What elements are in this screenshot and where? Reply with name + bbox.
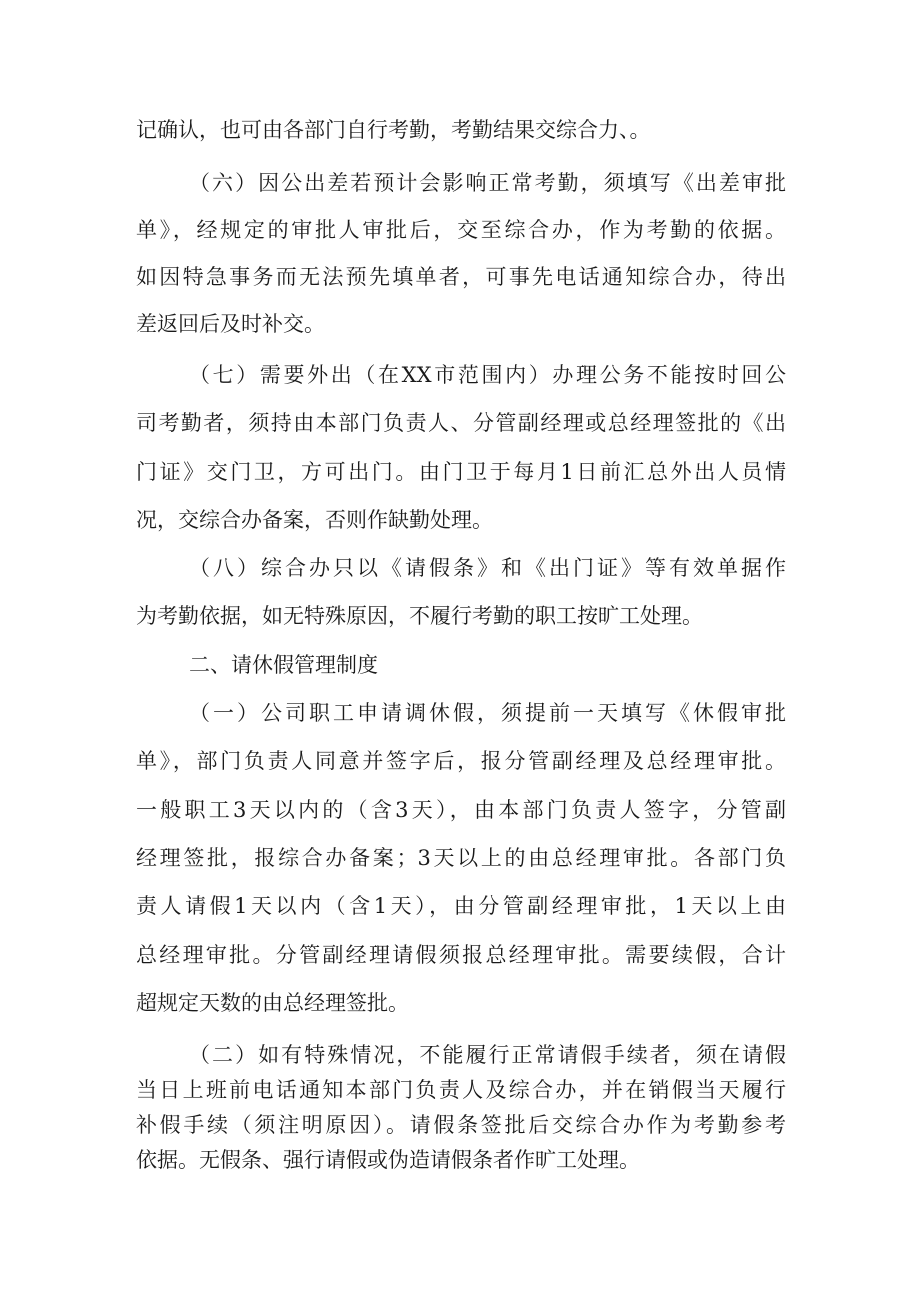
text-line: 记确认，也可由各部门自行考勤，考勤结果交综合力、。: [136, 118, 651, 142]
text-line: 依据。无假条、强行请假或伪造请假条者作旷工处理。: [136, 1148, 640, 1172]
text-line: 门证》交门卫，方可出门。由门卫于每月1日前汇总外出人员情: [136, 460, 786, 484]
text-line: 一般职工3天以内的（含3天），由本部门负责人签字，分管副: [136, 798, 786, 822]
text-line: 单》，经规定的审批人审批后，交至综合办，作为考勤的依据。: [136, 218, 786, 242]
text-line: 为考勤依据，如无特殊原因，不履行考勤的职工按旷工处理。: [136, 604, 703, 628]
text-line: 当日上班前电话通知本部门负责人及综合办，并在销假当天履行: [136, 1078, 786, 1102]
text-line: 补假手续（须注明原因）。请假条签批后交综合办作为考勤参考: [136, 1113, 786, 1137]
text-line: 司考勤者，须持由本部门负责人、分管副经理或总经理签批的《出: [136, 411, 786, 435]
text-line: 如因特急事务而无法预先填单者，可事先电话通知综合办，待出: [136, 265, 786, 289]
text-line: 况，交综合办备案，否则作缺勤处理。: [136, 508, 493, 532]
text-line: 责人请假1天以内（含1天），由分管副经理审批，1天以上由: [136, 894, 786, 918]
text-line: 差返回后及时补交。: [136, 312, 325, 336]
paragraph-one-line-1: （一）公司职工申请调休假，须提前一天填写《休假审批: [189, 701, 786, 725]
paragraph-seven-line-1: （七）需要外出（在XX市范围内）办理公务不能按时回公: [189, 363, 786, 387]
paragraph-two-line-1: （二）如有特殊情况，不能履行正常请假手续者，须在请假: [189, 1043, 786, 1067]
paragraph-six-line-1: （六）因公出差若预计会影响正常考勤，须填写《出差审批: [189, 171, 786, 195]
text-line: 单》，部门负责人同意并签字后，报分管副经理及总经理审批。: [136, 749, 786, 773]
section-heading: 二、请休假管理制度: [189, 653, 378, 677]
text-line: 经理签批，报综合办备案；3天以上的由总经理审批。各部门负: [136, 846, 786, 870]
text-line: 总经理审批。分管副经理请假须报总经理审批。需要续假，合计: [136, 943, 786, 967]
paragraph-eight-line-1: （八）综合办只以《请假条》和《出门证》等有效单据作: [189, 556, 786, 580]
text-line: 超规定天数的由总经理签批。: [136, 991, 409, 1015]
